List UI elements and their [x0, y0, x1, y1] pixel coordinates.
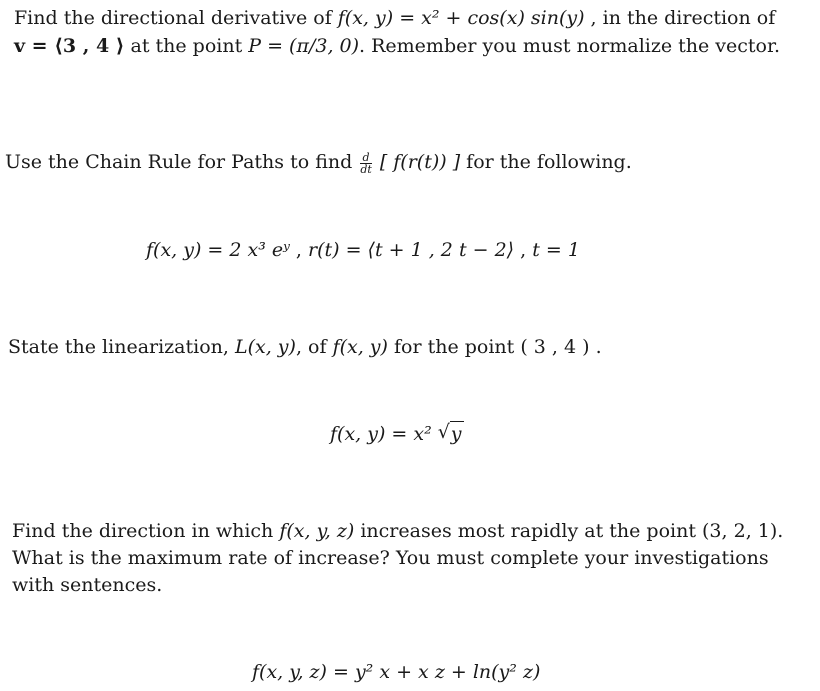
- problem1-direction-text: , in the direction of: [584, 7, 776, 29]
- problem1-line1: [14, 6, 775, 30]
- problem3-point: ( 3 , 4 ) .: [520, 336, 602, 358]
- problem1-point-text: at the point: [124, 35, 249, 57]
- problem1-normalize-text: . Remember you must normalize the vector.: [359, 35, 781, 57]
- problem4-formula-lhs: f(x, y, z): [252, 661, 327, 683]
- linearization-symbol: L(x, y): [234, 336, 296, 358]
- problem1-line2: [14, 34, 780, 58]
- derivative-operator: $\frac{d}{dt}$: [360, 150, 372, 176]
- t-value: t = 1: [532, 239, 580, 261]
- problem3-formula: [330, 421, 464, 446]
- problem4-formula: f(x, y, z) = y² x + x z + ln(y² z): [252, 661, 541, 683]
- path-definition: r(t) = ⟨t + 1 , 2 t − 2⟩: [308, 239, 515, 261]
- square-root: √ y: [437, 421, 462, 445]
- problem1-function: f(x, y) = x² + cos(x) sin(y): [337, 7, 585, 29]
- problem3-function: f(x, y): [332, 336, 388, 358]
- problem1-point: P = (π/3, 0): [248, 35, 360, 57]
- problem4-line2: What is the maximum rate of increase? You must complete your investigations: [12, 547, 769, 569]
- problem4-formula-rhs: y² x + x z + ln(y² z): [354, 661, 541, 683]
- problem4-point-text: increases most rapidly at the point (3, 2, 1).: [354, 520, 784, 542]
- function-lhs: f(x, y): [146, 239, 202, 261]
- problem4-line1: [12, 519, 783, 543]
- problem4-line3: with sentences.: [12, 574, 163, 596]
- problem3-text: State the linearization,: [8, 336, 235, 358]
- problem2-intro: [5, 150, 632, 175]
- problem3-intro: State the linearization, L(x, y), of f(x, y) for the point ( 3 , 4 ) .: [8, 336, 602, 358]
- problem3-formula-lhs: f(x, y) = x²: [330, 423, 438, 445]
- composite-function: [ f(r(t)) ]: [373, 151, 467, 173]
- problem4-function: f(x, y, z): [279, 520, 355, 542]
- problem2-formula: f(x, y) = 2 x³ eʸ , r(t) = ⟨t + 1 , 2 t − 2⟩ , t = 1: [146, 239, 580, 261]
- function-rhs: 2 x³ eʸ: [229, 239, 290, 261]
- problem2-intro-text: Use the Chain Rule for Paths to find: [5, 151, 359, 173]
- problem4-text: Find the direction in which: [12, 520, 280, 542]
- problem1-text: Find the directional derivative of: [14, 7, 338, 29]
- problem2-following-text: for the following.: [466, 151, 632, 173]
- problem1-vector: v = ⟨3 , 4 ⟩: [14, 35, 125, 57]
